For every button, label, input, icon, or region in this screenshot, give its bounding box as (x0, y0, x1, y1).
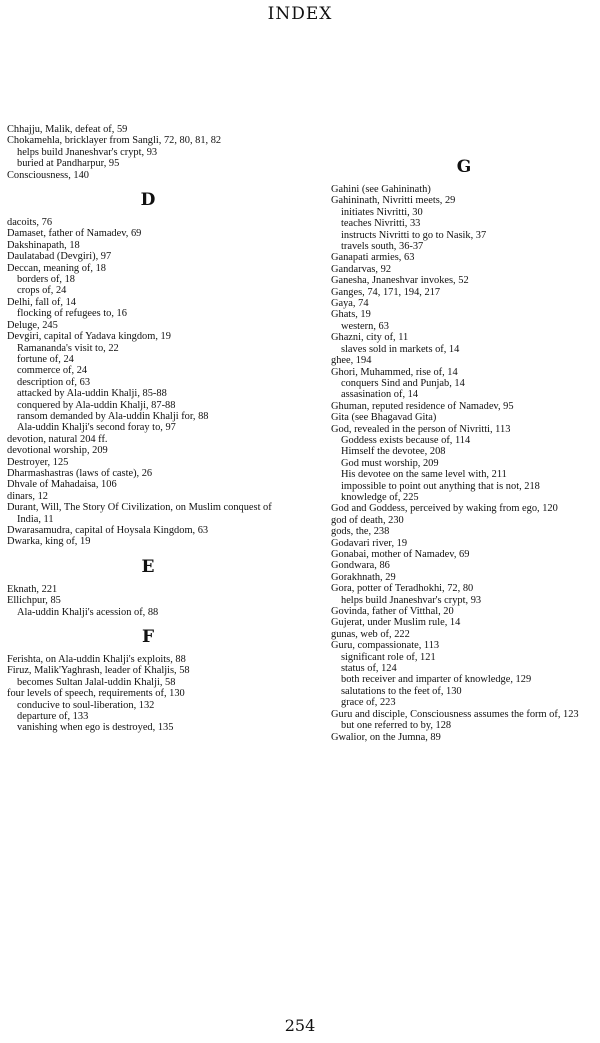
index-entry: god of death, 230 (331, 514, 404, 526)
page-title: INDEX (267, 4, 333, 24)
index-subentry: flocking of refugees to, 16 (17, 308, 127, 320)
index-subentry: helps build Jnaneshvar's crypt, 93 (17, 146, 158, 158)
index-subentry: both receiver and imparter of knowledge, 129 (341, 674, 532, 686)
index-subentry: attacked by Ala-uddin Khalji, 85-88 (17, 388, 167, 400)
index-entry: Gita (see Bhagavad Gita) (331, 412, 437, 424)
index-entry: Eknath, 221 (7, 583, 58, 595)
index-subentry: Goddess exists because of, 114 (341, 434, 471, 446)
index-subentry: buried at Pandharpur, 95 (17, 158, 120, 170)
index-subentry: crops of, 24 (17, 285, 67, 297)
index-subentry: initiates Nivritti, 30 (341, 206, 423, 218)
index-entry: four levels of speech, requirements of, 130 (7, 688, 185, 700)
page-number: 254 (284, 1016, 316, 1035)
index-subentry: commerce of, 24 (17, 365, 88, 377)
index-entry: gunas, web of, 222 (331, 628, 410, 640)
index-subentry: conquered by Ala-uddin Khalji, 87-88 (17, 399, 176, 411)
index-subentry: travels south, 36-37 (341, 241, 424, 253)
index-column-right (331, 158, 597, 743)
index-subentry: grace of, 223 (341, 697, 396, 709)
index-entry: Gujerat, under Muslim rule, 14 (331, 617, 461, 629)
index-subentry: western, 63 (341, 320, 389, 332)
index-subentry: status of, 124 (341, 663, 397, 675)
index-entry: Dharmashastras (laws of caste), 26 (7, 467, 153, 479)
index-entry: Firuz, Malik'Yaghrash, leader of Khaljis, 58 (7, 665, 190, 677)
index-entry: Damaset, father of Namadev, 69 (7, 228, 142, 240)
index-entry: Gandarvas, 92 (331, 263, 392, 275)
index-entry: Ghuman, reputed residence of Namadev, 95 (331, 400, 514, 412)
index-subentry: borders of, 18 (17, 274, 76, 286)
index-subentry: slaves sold in markets of, 14 (341, 343, 460, 355)
index-entry: Deluge, 245 (7, 319, 58, 331)
index-letter-heading: D (140, 190, 156, 211)
index-subentry: knowledge of, 225 (341, 491, 419, 503)
index-entry: Govinda, father of Vitthal, 20 (331, 606, 454, 618)
index-subentry: departure of, 133 (17, 711, 89, 723)
index-entry: Ganesha, Jnaneshvar invokes, 52 (331, 275, 469, 287)
index-entry: Devgiri, capital of Yadava kingdom, 19 (7, 331, 171, 343)
index-entry: Destroyer, 125 (7, 456, 69, 468)
index-subentry: salutations to the feet of, 130 (341, 685, 462, 697)
index-entry: Dwarasamudra, capital of Hoysala Kingdom, 63 (7, 525, 209, 536)
index-subentry: conducive to soul-liberation, 132 (17, 699, 155, 711)
index-entry: Dakshinapath, 18 (7, 239, 80, 251)
index-subentry: becomes Sultan Jalal-uddin Khalji, 58 (17, 676, 176, 688)
index-entry: Delhi, fall of, 14 (7, 296, 76, 308)
index-entry: dinars, 12 (7, 490, 48, 502)
index-subentry: God must worship, 209 (341, 457, 439, 469)
index-entry: Ferishta, on Ala-uddin Khalji's exploits, 88 (7, 654, 186, 666)
index-letter-heading: F (141, 627, 155, 648)
index-entry: Gahini (see Gahininath) (331, 184, 431, 195)
index-subentry: teaches Nivritti, 33 (341, 218, 421, 230)
index-subentry: impossible to point out anything that is not, 218 (341, 480, 540, 492)
index-entry: God and Goddess, perceived by waking from ego, 120 (331, 503, 558, 515)
index-subentry: fortune of, 24 (17, 353, 74, 365)
index-entry: Chokamehla, bricklayer from Sangli, 72, 80, 81, 82 (7, 135, 222, 147)
index-entry: Gwalior, on the Jumna, 89 (331, 731, 441, 743)
index-subentry: ransom demanded by Ala-uddin Khalji for, 88 (17, 410, 209, 422)
index-subentry: helps build Jnaneshvar's crypt, 93 (341, 594, 482, 606)
index-entry: Gondwara, 86 (331, 560, 390, 572)
index-subentry: Ala-uddin Khalji's acession of, 88 (17, 606, 159, 618)
index-column-left (7, 124, 289, 734)
index-entry: Dhvale of Mahadaisa, 106 (7, 479, 117, 491)
index-subentry: His devotee on the same level with, 211 (341, 469, 507, 481)
index-subentry: Ramananda's visit to, 22 (17, 342, 119, 354)
index-entry: gods, the, 238 (331, 526, 390, 538)
index-subentry: assasination of, 14 (341, 389, 419, 401)
index-subentry: vanishing when ego is destroyed, 135 (17, 722, 174, 734)
index-entry: Godavari river, 19 (331, 537, 408, 549)
index-entry: Deccan, meaning of, 18 (7, 262, 106, 274)
index-entry: Ellichpur, 85 (7, 595, 61, 607)
index-entry: Ghazni, city of, 11 (331, 332, 409, 344)
index-entry: devotion, natural 204 ff. (7, 433, 108, 445)
index-entry: Gorakhnath, 29 (331, 571, 396, 583)
index-entry: dacoits, 76 (7, 217, 53, 229)
index-subentry: Ala-uddin Khalji's second foray to, 97 (17, 422, 176, 434)
index-entry: Gahininath, Nivritti meets, 29 (331, 195, 456, 207)
index-entry: Ghats, 19 (331, 309, 371, 321)
index-subentry: Himself the devotee, 208 (341, 446, 446, 458)
index-entry: Guru and disciple, Consciousness assumes the form of, 123 (331, 708, 579, 720)
index-entry: Consciousness, 140 (7, 169, 89, 181)
index-entry: Gora, potter of Teradhokhi, 72, 80 (331, 583, 474, 595)
index-entry: Daulatabad (Devgiri), 97 (7, 251, 112, 263)
index-entry: Chhajju, Malik, defeat of, 59 (7, 124, 128, 135)
index-subentry: instructs Nivritti to go to Nasik, 37 (341, 229, 487, 241)
index-subentry: significant role of, 121 (341, 651, 436, 663)
index-entry: Guru, compassionate, 113 (331, 640, 440, 652)
index-entry: Gaya, 74 (331, 298, 369, 310)
index-entry: ghee, 194 (331, 355, 372, 367)
index-entry: Ganges, 74, 171, 194, 217 (331, 286, 441, 298)
index-subentry: conquers Sind and Punjab, 14 (341, 377, 465, 389)
index-entry: Durant, Will, The Story Of Civilization, on Muslim conquest of India, 11 (7, 502, 272, 525)
index-entry: Gonabai, mother of Namadev, 69 (331, 549, 470, 560)
index-entry: Ganapati armies, 63 (331, 252, 415, 264)
index-entry: Ghori, Muhammed, rise of, 14 (331, 366, 458, 378)
index-subentry: description of, 63 (17, 376, 91, 388)
index-entry: God, revealed in the person of Nivritti, 113 (331, 423, 511, 435)
index-entry: devotional worship, 209 (7, 445, 108, 457)
index-entry: Dwarka, king of, 19 (7, 536, 91, 548)
index-letter-heading: G (456, 157, 472, 177)
index-letter-heading: E (141, 556, 155, 577)
index-subentry: but one referred to by, 128 (341, 720, 452, 732)
